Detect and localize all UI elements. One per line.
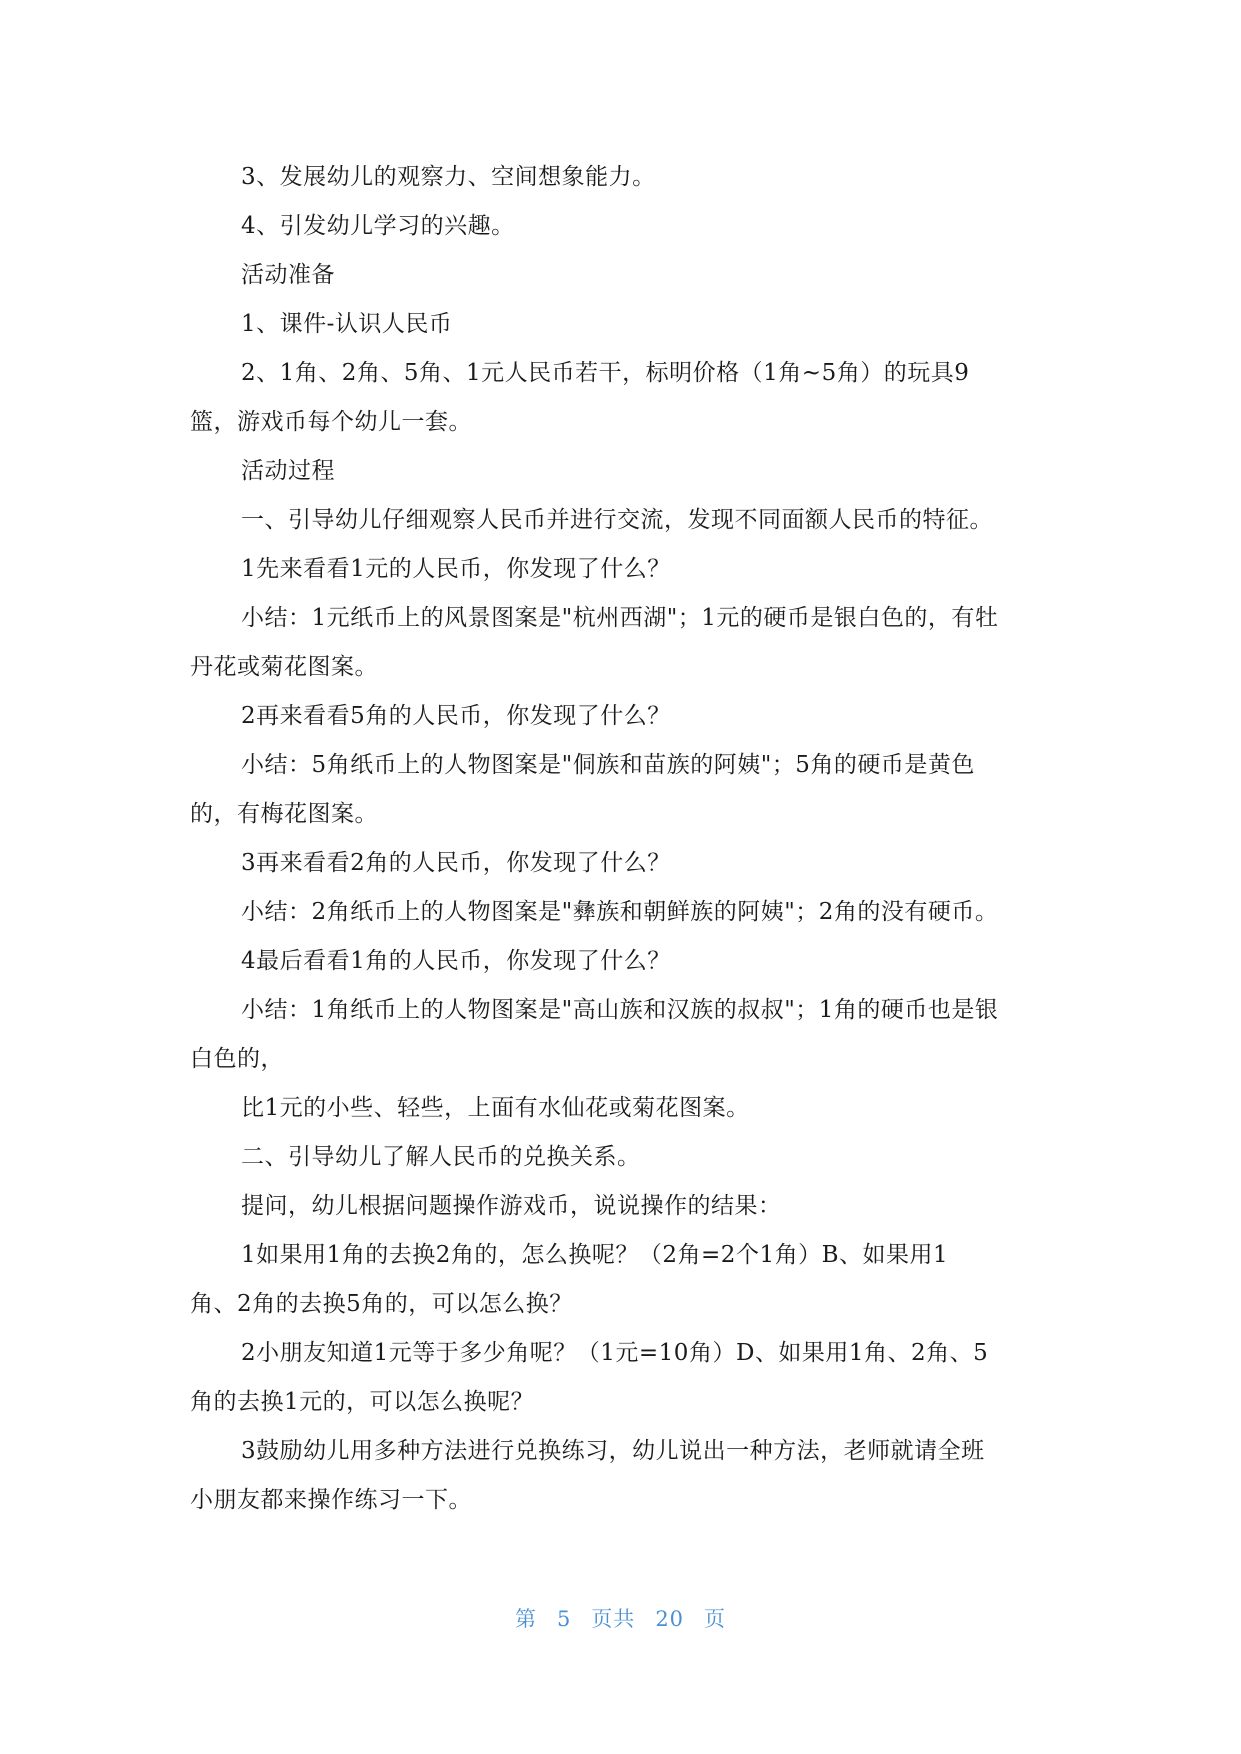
text-line: 2小朋友知道1元等于多少角呢？（1元=10角）D、如果用1角、2角、5 — [241, 1340, 989, 1366]
paragraph — [190, 202, 1060, 251]
text-line: 小结：5角纸币上的人物图案是"侗族和苗族的阿姨"；5角的硬币是黄色 — [241, 752, 975, 778]
text-line: 小朋友都来操作练习一下。 — [190, 1487, 472, 1513]
text-line: 3再来看看2角的人民币，你发现了什么？ — [241, 850, 671, 876]
text-line: 小结：2角纸币上的人物图案是"彝族和朝鲜族的阿姨"；2角的没有硬币。 — [241, 899, 999, 925]
section-heading — [190, 251, 1060, 300]
text-line: 4、引发幼儿学习的兴趣。 — [241, 213, 515, 239]
text-line: 一、引导幼儿仔细观察人民币并进行交流，发现不同面额人民币的特征。 — [241, 507, 993, 533]
text-line: 活动准备 — [241, 262, 335, 288]
text-line: 2、1角、2角、5角、1元人民币若干，标明价格（1角~5角）的玩具9 — [241, 360, 970, 386]
text-line: 2再来看看5角的人民币，你发现了什么？ — [241, 703, 671, 729]
paragraph — [190, 888, 1060, 937]
paragraph — [190, 300, 1060, 349]
total-page-count: 20 — [655, 1607, 685, 1631]
paragraph — [190, 496, 1060, 545]
paragraph — [190, 545, 1060, 594]
current-page-number: 5 — [556, 1607, 572, 1631]
paragraph — [190, 1084, 1060, 1133]
page-footer — [0, 1603, 1241, 1633]
paragraph — [190, 1133, 1060, 1182]
footer-suffix: 页 — [704, 1607, 727, 1631]
text-line: 篮，游戏币每个幼儿一套。 — [190, 409, 472, 435]
text-line: 角的去换1元的，可以怎么换呢？ — [190, 1389, 535, 1415]
footer-prefix: 第 — [514, 1607, 537, 1631]
footer-middle: 页共 — [591, 1607, 636, 1631]
paragraph — [190, 692, 1060, 741]
text-line: 的，有梅花图案。 — [190, 801, 378, 827]
text-line: 白色的， — [190, 1046, 284, 1072]
paragraph — [190, 741, 1060, 839]
text-line: 1先来看看1元的人民币，你发现了什么？ — [241, 556, 671, 582]
paragraph — [190, 1329, 1060, 1427]
section-heading — [190, 447, 1060, 496]
paragraph — [190, 594, 1060, 692]
text-line: 3、发展幼儿的观察力、空间想象能力。 — [241, 164, 656, 190]
text-line: 提问，幼儿根据问题操作游戏币，说说操作的结果： — [241, 1193, 782, 1219]
paragraph — [190, 349, 1060, 447]
text-line: 二、引导幼儿了解人民币的兑换关系。 — [241, 1144, 641, 1170]
text-line: 小结：1元纸币上的风景图案是"杭州西湖"；1元的硬币是银白色的，有牡 — [241, 605, 999, 631]
text-line: 1如果用1角的去换2角的，怎么换呢？（2角=2个1角）B、如果用1 — [241, 1242, 949, 1268]
paragraph — [190, 153, 1060, 202]
paragraph — [190, 1182, 1060, 1231]
paragraph — [190, 1427, 1060, 1525]
text-line: 小结：1角纸币上的人物图案是"高山族和汉族的叔叔"；1角的硬币也是银 — [241, 997, 999, 1023]
paragraph — [190, 937, 1060, 986]
text-line: 丹花或菊花图案。 — [190, 654, 378, 680]
text-line: 比1元的小些、轻些，上面有水仙花或菊花图案。 — [241, 1095, 750, 1121]
paragraph — [190, 839, 1060, 888]
paragraph — [190, 1231, 1060, 1329]
text-line: 活动过程 — [241, 458, 335, 484]
text-line: 1、课件-认识人民币 — [241, 311, 453, 337]
document-body — [190, 153, 1060, 1525]
text-line: 3鼓励幼儿用多种方法进行兑换练习，幼儿说出一种方法，老师就请全班 — [241, 1438, 985, 1464]
paragraph — [190, 986, 1060, 1084]
text-line: 4最后看看1角的人民币，你发现了什么？ — [241, 948, 671, 974]
text-line: 角、2角的去换5角的，可以怎么换？ — [190, 1291, 573, 1317]
